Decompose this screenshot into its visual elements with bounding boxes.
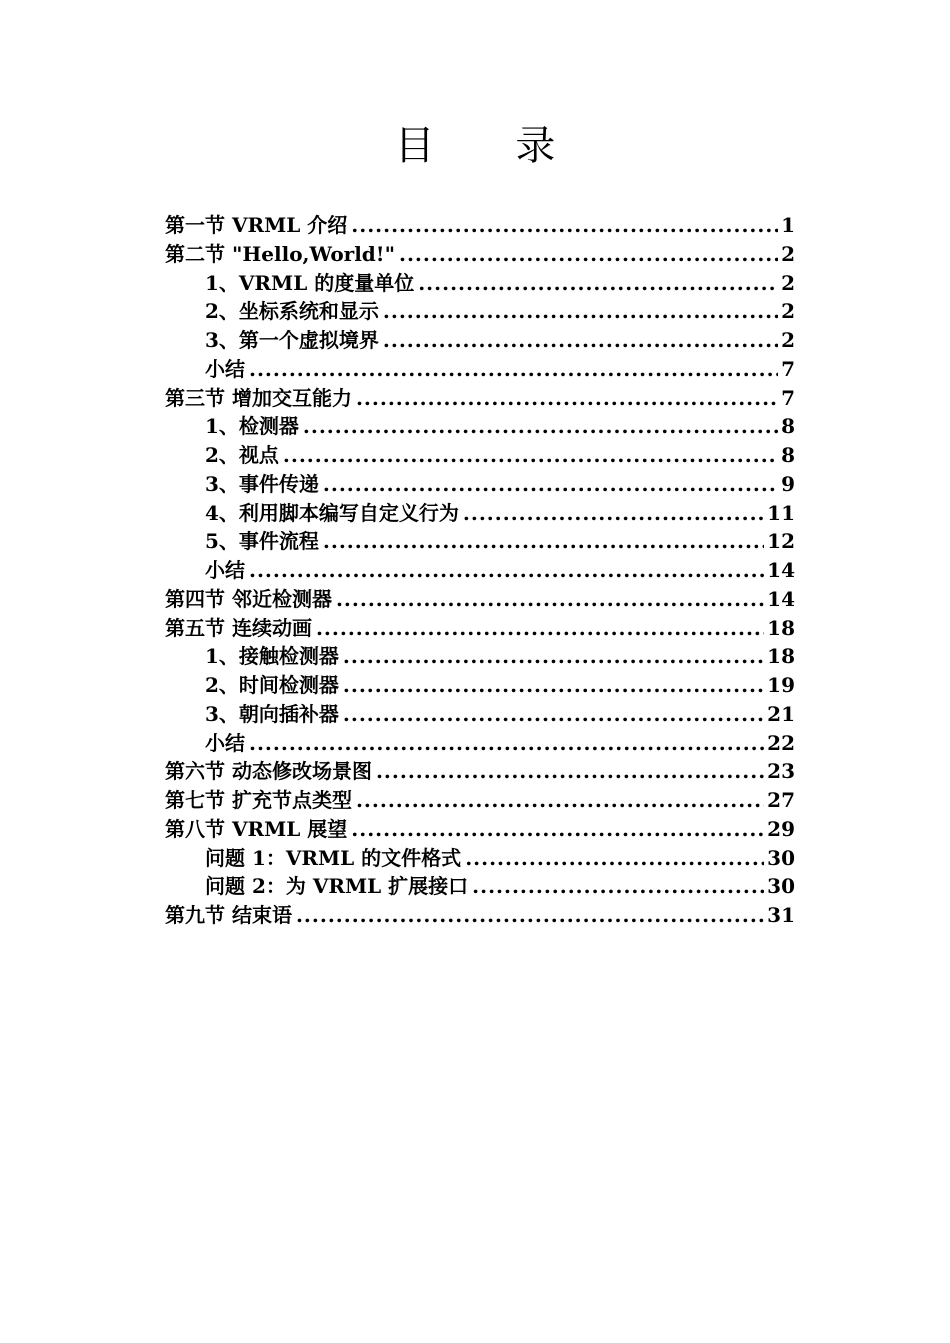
toc-entry-label: 第六节 动态修改场景图	[165, 759, 372, 784]
toc-entry-page: 11	[767, 500, 795, 525]
toc-subentry	[165, 527, 795, 556]
toc-subentry	[165, 671, 795, 700]
toc-entry	[165, 211, 795, 240]
toc-dot-leader	[463, 499, 764, 528]
toc-entry-page: 8	[781, 443, 795, 467]
toc-entry	[165, 585, 795, 614]
toc-dot-leader	[323, 527, 764, 556]
toc-subentry	[165, 326, 795, 355]
toc-entry-page: 7	[781, 356, 795, 381]
toc-subentry	[165, 441, 795, 470]
toc-entry-page: 21	[767, 701, 795, 726]
toc-entry-page: 2	[781, 270, 795, 295]
toc-entry-label: 小结	[205, 730, 245, 755]
toc-entry-label: 第七节 扩充节点类型	[165, 788, 352, 812]
table-of-contents	[165, 211, 795, 930]
toc-dot-leader	[249, 355, 778, 384]
toc-entry-label: 4、利用脚本编写自定义行为	[205, 500, 459, 525]
toc-entry-label: 问题 1：VRML 的文件格式	[205, 845, 462, 870]
toc-dot-leader	[351, 815, 764, 844]
toc-dot-leader	[472, 872, 764, 901]
toc-subentry	[165, 844, 795, 873]
toc-subentry	[165, 700, 795, 729]
page-title: 目 录	[394, 123, 590, 169]
toc-entry-page: 8	[781, 414, 795, 439]
toc-subentry	[165, 642, 795, 671]
toc-dot-leader	[249, 729, 764, 758]
toc-entry-label: 1、检测器	[205, 414, 299, 439]
toc-entry-label: 3、第一个虚拟境界	[205, 328, 379, 352]
toc-entry-label: 1、VRML 的度量单位	[205, 270, 415, 295]
toc-entry-page: 7	[781, 385, 795, 410]
toc-dot-leader	[336, 585, 764, 614]
toc-dot-leader	[356, 384, 778, 413]
toc-entry-page: 9	[781, 471, 795, 496]
toc-subentry	[165, 470, 795, 499]
toc-dot-leader	[376, 757, 764, 786]
toc-entry-page: 30	[767, 845, 795, 870]
toc-entry	[165, 901, 795, 930]
toc-entry-label: 3、事件传递	[205, 471, 319, 496]
toc-dot-leader	[383, 297, 778, 326]
toc-dot-leader	[316, 614, 764, 643]
toc-entry-label: 3、朝向插补器	[205, 701, 339, 726]
toc-entry	[165, 614, 795, 643]
toc-entry-label: 2、时间检测器	[205, 673, 339, 697]
toc-entry-label: 第三节 增加交互能力	[165, 385, 352, 410]
toc-entry-page: 22	[767, 730, 795, 755]
toc-entry-page: 18	[767, 615, 795, 640]
toc-entry-label: 问题 2：为 VRML 扩展接口	[205, 874, 469, 899]
toc-dot-leader	[465, 844, 764, 873]
toc-dot-leader	[418, 269, 778, 298]
toc-entry-page: 14	[767, 558, 795, 582]
toc-entry-page: 30	[767, 874, 795, 899]
toc-entry	[165, 757, 795, 786]
toc-entry-page: 2	[781, 328, 795, 352]
toc-entry-label: 第八节 VRML 展望	[165, 816, 348, 841]
toc-entry-page: 2	[781, 241, 795, 266]
toc-entry-label: 小结	[205, 558, 245, 582]
toc-entry-label: 小结	[205, 356, 245, 381]
toc-entry-page: 1	[781, 213, 795, 237]
toc-subentry	[165, 872, 795, 901]
toc-entry-label: 2、视点	[205, 443, 279, 467]
toc-entry	[165, 240, 795, 269]
toc-dot-leader	[303, 412, 778, 441]
toc-dot-leader	[323, 470, 778, 499]
toc-entry	[165, 815, 795, 844]
toc-entry-page: 18	[767, 644, 795, 669]
toc-subentry	[165, 556, 795, 585]
toc-entry-page: 29	[767, 816, 795, 841]
toc-entry-page: 19	[767, 673, 795, 697]
toc-dot-leader	[343, 642, 764, 671]
toc-dot-leader	[383, 326, 778, 355]
toc-entry-label: 1、接触检测器	[205, 644, 339, 669]
toc-entry-label: 5、事件流程	[205, 529, 319, 554]
toc-dot-leader	[249, 556, 764, 585]
toc-dot-leader	[399, 240, 778, 269]
toc-entry-label: 第一节 VRML 介绍	[165, 213, 348, 237]
toc-entry-label: 第五节 连续动画	[165, 615, 312, 640]
toc-entry-label: 2、坐标系统和显示	[205, 299, 379, 324]
toc-subentry	[165, 355, 795, 384]
toc-subentry	[165, 412, 795, 441]
toc-entry	[165, 786, 795, 815]
toc-entry-label: 第九节 结束语	[165, 903, 292, 927]
toc-entry-page: 14	[767, 586, 795, 611]
toc-entry-label: 第四节 邻近检测器	[165, 586, 332, 611]
toc-entry	[165, 384, 795, 413]
toc-entry-page: 23	[767, 759, 795, 784]
toc-subentry	[165, 499, 795, 528]
toc-entry-page: 31	[767, 903, 795, 927]
toc-subentry	[165, 297, 795, 326]
toc-entry-page: 27	[767, 788, 795, 812]
toc-dot-leader	[343, 700, 764, 729]
toc-entry-page: 2	[781, 299, 795, 324]
toc-dot-leader	[283, 441, 778, 470]
toc-dot-leader	[351, 211, 778, 240]
toc-dot-leader	[343, 671, 764, 700]
toc-entry-label: 第二节 "Hello,World!"	[165, 241, 395, 266]
toc-dot-leader	[296, 901, 764, 930]
toc-subentry	[165, 269, 795, 298]
toc-subentry	[165, 729, 795, 758]
toc-dot-leader	[356, 786, 764, 815]
toc-entry-page: 12	[767, 529, 795, 554]
